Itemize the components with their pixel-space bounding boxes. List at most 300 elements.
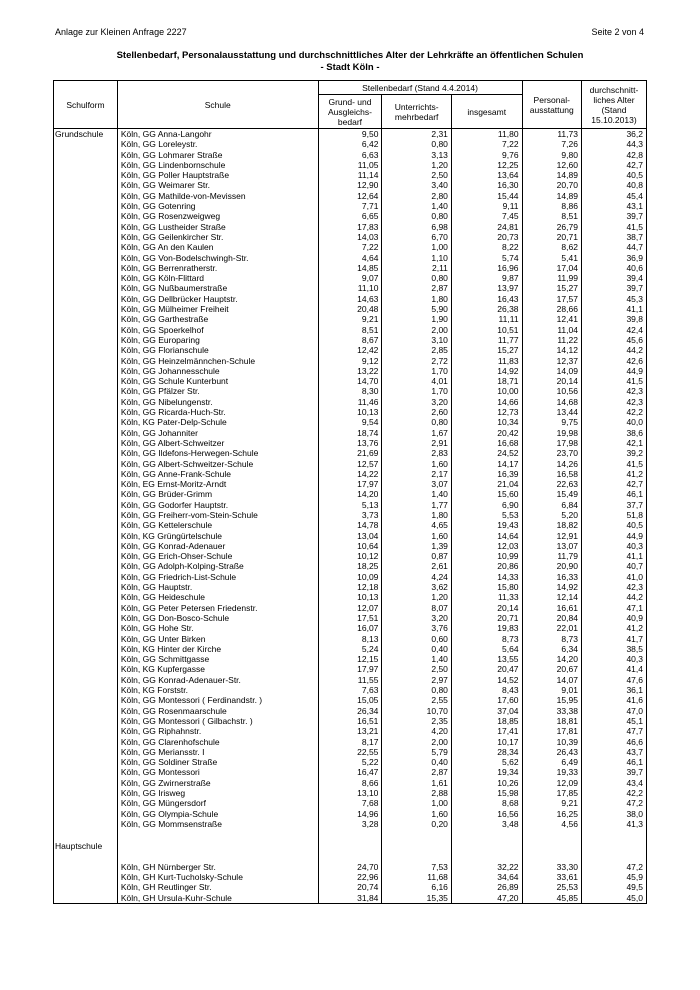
school-name-cell: Köln, GG Johannesschule: [117, 366, 318, 376]
table-row: [54, 397, 647, 407]
alter-cell: 37,7: [581, 500, 646, 510]
grundbedarf-cell: 6,65: [318, 211, 382, 221]
table-row: [54, 283, 647, 293]
unterrichtsmehrbedarf-cell: 2,91: [382, 438, 451, 448]
table-row: [54, 139, 647, 149]
alter-cell: 42,4: [581, 325, 646, 335]
table-row: [54, 664, 647, 674]
personalausstattung-cell: 8,86: [522, 201, 581, 211]
table-row: [54, 757, 647, 767]
insgesamt-cell: 20,14: [451, 603, 522, 613]
table-row: [54, 325, 647, 335]
personalausstattung-cell: 14,09: [522, 366, 581, 376]
grundbedarf-cell: 22,96: [318, 872, 382, 882]
insgesamt-cell: 18,85: [451, 716, 522, 726]
table-row: [54, 551, 647, 561]
school-name-cell: Köln, GG Don-Bosco-Schule: [117, 613, 318, 623]
grundbedarf-cell: 7,71: [318, 201, 382, 211]
alter-cell: 42,8: [581, 150, 646, 160]
alter-cell: 38,6: [581, 428, 646, 438]
table-row: [54, 809, 647, 819]
grundbedarf-cell: 14,22: [318, 469, 382, 479]
insgesamt-cell: 11,11: [451, 314, 522, 324]
school-name-cell: Köln, GG Garthestraße: [117, 314, 318, 324]
grundbedarf-cell: 24,70: [318, 862, 382, 872]
school-name-cell: Köln, GG Lohmarer Straße: [117, 150, 318, 160]
personalausstattung-cell: 26,43: [522, 747, 581, 757]
school-name-cell: Köln, GG Anne-Frank-Schule: [117, 469, 318, 479]
personalausstattung-cell: 12,14: [522, 592, 581, 602]
schulform-cell: [54, 592, 118, 602]
col-header-schulform: Schulform: [54, 81, 118, 129]
schulform-cell: [54, 160, 118, 170]
personalausstattung-cell: 9,75: [522, 417, 581, 427]
insgesamt-cell: 12,73: [451, 407, 522, 417]
grundbedarf-cell: 9,21: [318, 314, 382, 324]
schulform-cell: [54, 561, 118, 571]
schulform-cell: [54, 469, 118, 479]
grundbedarf-cell: 6,63: [318, 150, 382, 160]
schulform-cell: [54, 893, 118, 904]
alter-cell: 41,1: [581, 551, 646, 561]
grundbedarf-cell: 8,17: [318, 737, 382, 747]
insgesamt-cell: 20,71: [451, 613, 522, 623]
personalausstattung-cell: 4,56: [522, 819, 581, 829]
unterrichtsmehrbedarf-cell: 0,40: [382, 757, 451, 767]
school-name-cell: Köln, KG Forststr.: [117, 685, 318, 695]
insgesamt-cell: 28,34: [451, 747, 522, 757]
table-row: [54, 778, 647, 788]
table-row: [54, 716, 647, 726]
table-row: [54, 572, 647, 582]
col-header-alter: durchschnitt-liches Alter (Stand 15.10.2013): [581, 81, 646, 129]
personalausstattung-cell: 26,79: [522, 222, 581, 232]
header-page-number: Seite 2 von 4: [591, 27, 644, 37]
grundbedarf-cell: 10,13: [318, 592, 382, 602]
grundbedarf-cell: 5,13: [318, 500, 382, 510]
grundbedarf-cell: 20,48: [318, 304, 382, 314]
personalausstattung-cell: 12,09: [522, 778, 581, 788]
schulform-cell: [54, 654, 118, 664]
schulform-cell: [54, 211, 118, 221]
table-row: [54, 623, 647, 633]
alter-cell: 40,8: [581, 180, 646, 190]
personalausstattung-cell: 20,71: [522, 232, 581, 242]
alter-cell: 49,5: [581, 882, 646, 892]
alter-cell: 45,6: [581, 335, 646, 345]
schulform-cell: [54, 489, 118, 499]
personalausstattung-cell: 33,38: [522, 706, 581, 716]
grundbedarf-cell: 17,97: [318, 664, 382, 674]
alter-cell: 38,0: [581, 809, 646, 819]
unterrichtsmehrbedarf-cell: 1,00: [382, 798, 451, 808]
unterrichtsmehrbedarf-cell: 1,60: [382, 809, 451, 819]
table-row: [54, 872, 647, 882]
unterrichtsmehrbedarf-cell: 0,40: [382, 644, 451, 654]
unterrichtsmehrbedarf-cell: 4,65: [382, 520, 451, 530]
schulform-cell: [54, 664, 118, 674]
schulform-cell: [54, 675, 118, 685]
school-name-cell: Köln, KG Kupfergasse: [117, 664, 318, 674]
section-spacer: [54, 851, 647, 861]
schulform-cell: [54, 448, 118, 458]
personalausstattung-cell: 14,89: [522, 191, 581, 201]
table-row: [54, 500, 647, 510]
personalausstattung-cell: 14,26: [522, 459, 581, 469]
table-row: [54, 582, 647, 592]
school-name-cell: Köln, GG Freiherr-vom-Stein-Schule: [117, 510, 318, 520]
alter-cell: 44,2: [581, 592, 646, 602]
school-name-cell: Köln, GG Gotenring: [117, 201, 318, 211]
table-row: [54, 417, 647, 427]
school-name-cell: Köln, GG Heideschule: [117, 592, 318, 602]
insgesamt-cell: 17,60: [451, 695, 522, 705]
unterrichtsmehrbedarf-cell: 2,00: [382, 737, 451, 747]
unterrichtsmehrbedarf-cell: 0,87: [382, 551, 451, 561]
personalausstattung-cell: 16,33: [522, 572, 581, 582]
grundbedarf-cell: 5,24: [318, 644, 382, 654]
alter-cell: 40,0: [581, 417, 646, 427]
grundbedarf-cell: 14,20: [318, 489, 382, 499]
unterrichtsmehrbedarf-cell: 6,98: [382, 222, 451, 232]
alter-cell: 43,1: [581, 201, 646, 211]
insgesamt-cell: 26,89: [451, 882, 522, 892]
schulform-cell: [54, 180, 118, 190]
personalausstattung-cell: 20,84: [522, 613, 581, 623]
schulform-cell: [54, 603, 118, 613]
grundbedarf-cell: 21,69: [318, 448, 382, 458]
school-name-cell: Köln, GG Brüder-Grimm: [117, 489, 318, 499]
table-row: [54, 448, 647, 458]
school-name-cell: Köln, GG An den Kaulen: [117, 242, 318, 252]
unterrichtsmehrbedarf-cell: 2,85: [382, 345, 451, 355]
schulform-cell: [54, 551, 118, 561]
schulform-cell: [54, 376, 118, 386]
unterrichtsmehrbedarf-cell: 2,88: [382, 788, 451, 798]
grundbedarf-cell: 11,14: [318, 170, 382, 180]
insgesamt-cell: 6,90: [451, 500, 522, 510]
alter-cell: 47,7: [581, 726, 646, 736]
unterrichtsmehrbedarf-cell: 2,80: [382, 191, 451, 201]
schulform-cell: [54, 872, 118, 882]
table-row: [54, 531, 647, 541]
table-row: [54, 191, 647, 201]
schulform-cell: [54, 232, 118, 242]
personalausstattung-cell: 15,49: [522, 489, 581, 499]
schulform-cell: [54, 778, 118, 788]
spacer-cell: [382, 851, 451, 861]
unterrichtsmehrbedarf-cell: 1,00: [382, 242, 451, 252]
unterrichtsmehrbedarf-cell: 1,20: [382, 592, 451, 602]
alter-cell: 46,1: [581, 489, 646, 499]
spacer-cell: [382, 829, 451, 841]
school-name-cell: Köln, GH Reutlinger Str.: [117, 882, 318, 892]
alter-cell: 44,2: [581, 345, 646, 355]
school-name-cell: Köln, GG Spoerkelhof: [117, 325, 318, 335]
school-name-cell: Köln, GG Ildefons-Herwegen-Schule: [117, 448, 318, 458]
col-header-insgesamt: insgesamt: [451, 95, 522, 129]
alter-cell: 42,2: [581, 407, 646, 417]
insgesamt-cell: 8,68: [451, 798, 522, 808]
alter-cell: 39,4: [581, 273, 646, 283]
personalausstattung-cell: 17,81: [522, 726, 581, 736]
table-row: [54, 428, 647, 438]
schulform-cell: [54, 417, 118, 427]
insgesamt-cell: 20,73: [451, 232, 522, 242]
schulform-cell: [54, 862, 118, 872]
alter-cell: 44,3: [581, 139, 646, 149]
schulform-cell: [54, 582, 118, 592]
alter-cell: 41,5: [581, 376, 646, 386]
schulform-cell: [54, 747, 118, 757]
alter-cell: 47,1: [581, 603, 646, 613]
insgesamt-cell: 8,73: [451, 634, 522, 644]
insgesamt-cell: 47,20: [451, 893, 522, 904]
school-name-cell: Köln, GG Albert-Schweitzer: [117, 438, 318, 448]
personalausstattung-cell: 19,98: [522, 428, 581, 438]
schulform-cell: [54, 273, 118, 283]
insgesamt-cell: 17,41: [451, 726, 522, 736]
schulform-cell: [54, 819, 118, 829]
schulform-cell: [54, 716, 118, 726]
table-row: [54, 788, 647, 798]
school-name-cell: Köln, GG Weimarer Str.: [117, 180, 318, 190]
table-row: [54, 211, 647, 221]
personalausstattung-cell: 22,01: [522, 623, 581, 633]
schulform-cell: [54, 191, 118, 201]
school-name-cell: Köln, KG Pater-Delp-Schule: [117, 417, 318, 427]
alter-cell: 40,6: [581, 263, 646, 273]
insgesamt-cell: 14,52: [451, 675, 522, 685]
grundbedarf-cell: 11,46: [318, 397, 382, 407]
unterrichtsmehrbedarf-cell: 1,60: [382, 459, 451, 469]
table-row: [54, 345, 647, 355]
insgesamt-cell: 13,97: [451, 283, 522, 293]
unterrichtsmehrbedarf-cell: 10,70: [382, 706, 451, 716]
insgesamt-cell: 24,81: [451, 222, 522, 232]
personalausstattung-cell: 20,90: [522, 561, 581, 571]
personalausstattung-cell: 11,79: [522, 551, 581, 561]
insgesamt-cell: 14,64: [451, 531, 522, 541]
school-name-cell: Köln, KG Grüngürtelschule: [117, 531, 318, 541]
unterrichtsmehrbedarf-cell: 3,13: [382, 150, 451, 160]
schulform-cell: [54, 335, 118, 345]
table-row: [54, 819, 647, 829]
insgesamt-cell: 34,64: [451, 872, 522, 882]
school-name-cell: Köln, GG Clarenhofschule: [117, 737, 318, 747]
insgesamt-cell: 26,38: [451, 304, 522, 314]
school-name-cell: Köln, GG Konrad-Adenauer: [117, 541, 318, 551]
grundbedarf-cell: 31,84: [318, 893, 382, 904]
unterrichtsmehrbedarf-cell: 2,35: [382, 716, 451, 726]
school-name-cell: Köln, GG Erich-Ohser-Schule: [117, 551, 318, 561]
alter-cell: 42,2: [581, 788, 646, 798]
empty-cell: [117, 841, 318, 851]
school-name-cell: Köln, GG Müngersdorf: [117, 798, 318, 808]
school-name-cell: Köln, GG Europaring: [117, 335, 318, 345]
personalausstattung-cell: 16,58: [522, 469, 581, 479]
personalausstattung-cell: 6,84: [522, 500, 581, 510]
insgesamt-cell: 15,80: [451, 582, 522, 592]
unterrichtsmehrbedarf-cell: 15,35: [382, 893, 451, 904]
school-name-cell: Köln, GG Konrad-Adenauer-Str.: [117, 675, 318, 685]
schulform-cell: [54, 706, 118, 716]
unterrichtsmehrbedarf-cell: 0,80: [382, 273, 451, 283]
personalausstattung-cell: 20,14: [522, 376, 581, 386]
personalausstattung-cell: 22,63: [522, 479, 581, 489]
grundbedarf-cell: 18,74: [318, 428, 382, 438]
alter-cell: 42,3: [581, 386, 646, 396]
grundbedarf-cell: 18,25: [318, 561, 382, 571]
empty-cell: [522, 841, 581, 851]
empty-cell: [318, 841, 382, 851]
school-name-cell: Köln, GG Nußbaumerstraße: [117, 283, 318, 293]
insgesamt-cell: 15,44: [451, 191, 522, 201]
insgesamt-cell: 3,48: [451, 819, 522, 829]
insgesamt-cell: 10,26: [451, 778, 522, 788]
grundbedarf-cell: 14,03: [318, 232, 382, 242]
table-row: [54, 407, 647, 417]
table-row: [54, 767, 647, 777]
section-spacer: [54, 829, 647, 841]
school-name-cell: Köln, GG Peter Petersen Friedenstr.: [117, 603, 318, 613]
table-body: [54, 129, 647, 904]
insgesamt-cell: 16,30: [451, 180, 522, 190]
alter-cell: 41,1: [581, 304, 646, 314]
alter-cell: 44,9: [581, 366, 646, 376]
unterrichtsmehrbedarf-cell: 2,50: [382, 170, 451, 180]
alter-cell: 43,4: [581, 778, 646, 788]
table-row: [54, 520, 647, 530]
schulform-label: Hauptschule: [54, 841, 118, 851]
personalausstattung-cell: 10,56: [522, 386, 581, 396]
table-row: [54, 893, 647, 904]
school-name-cell: Köln, GG Rosenzweigweg: [117, 211, 318, 221]
table-row: [54, 541, 647, 551]
table-row: [54, 386, 647, 396]
school-name-cell: Köln, GG Pfälzer Str.: [117, 386, 318, 396]
alter-cell: 40,9: [581, 613, 646, 623]
table-row: [54, 634, 647, 644]
insgesamt-cell: 19,83: [451, 623, 522, 633]
personalausstattung-cell: 8,62: [522, 242, 581, 252]
grundbedarf-cell: 6,42: [318, 139, 382, 149]
table-row: [54, 459, 647, 469]
alter-cell: 40,3: [581, 541, 646, 551]
section-label-row: [54, 841, 647, 851]
header-left: Anlage zur Kleinen Anfrage 2227: [55, 27, 187, 37]
schulform-cell: [54, 788, 118, 798]
school-name-cell: Köln, GG Dellbrücker Hauptstr.: [117, 294, 318, 304]
unterrichtsmehrbedarf-cell: 3,20: [382, 397, 451, 407]
alter-cell: 46,1: [581, 757, 646, 767]
insgesamt-cell: 14,66: [451, 397, 522, 407]
grundbedarf-cell: 12,42: [318, 345, 382, 355]
table-row: [54, 376, 647, 386]
unterrichtsmehrbedarf-cell: 8,07: [382, 603, 451, 613]
grundbedarf-cell: 17,97: [318, 479, 382, 489]
school-name-cell: Köln, GG Florianschule: [117, 345, 318, 355]
schulform-cell: [54, 479, 118, 489]
personalausstattung-cell: 9,01: [522, 685, 581, 695]
grundbedarf-cell: 13,04: [318, 531, 382, 541]
grundbedarf-cell: 17,83: [318, 222, 382, 232]
insgesamt-cell: 11,80: [451, 129, 522, 140]
unterrichtsmehrbedarf-cell: 2,31: [382, 129, 451, 140]
personalausstattung-cell: 16,25: [522, 809, 581, 819]
insgesamt-cell: 14,92: [451, 366, 522, 376]
school-name-cell: Köln, GG Loreleystr.: [117, 139, 318, 149]
personalausstattung-cell: 12,37: [522, 356, 581, 366]
unterrichtsmehrbedarf-cell: 3,62: [382, 582, 451, 592]
alter-cell: 44,7: [581, 242, 646, 252]
school-name-cell: Köln, GG Schule Kunterbunt: [117, 376, 318, 386]
insgesamt-cell: 10,34: [451, 417, 522, 427]
col-header-grundbedarf: Grund- und Ausgleichs-bedarf: [318, 95, 382, 129]
school-name-cell: Köln, GG Lindenbornschule: [117, 160, 318, 170]
alter-cell: 42,3: [581, 397, 646, 407]
table-row: [54, 263, 647, 273]
grundbedarf-cell: 13,22: [318, 366, 382, 376]
unterrichtsmehrbedarf-cell: 1,40: [382, 489, 451, 499]
unterrichtsmehrbedarf-cell: 1,20: [382, 160, 451, 170]
table-row: [54, 253, 647, 263]
alter-cell: 47,2: [581, 798, 646, 808]
empty-cell: [451, 841, 522, 851]
grundbedarf-cell: 14,70: [318, 376, 382, 386]
school-name-cell: Köln, GG Rosenmaarschule: [117, 706, 318, 716]
table-row: [54, 882, 647, 892]
grundbedarf-cell: 13,76: [318, 438, 382, 448]
school-name-cell: Köln, GG Meriansstr. I: [117, 747, 318, 757]
unterrichtsmehrbedarf-cell: 0,80: [382, 139, 451, 149]
alter-cell: 40,5: [581, 170, 646, 180]
insgesamt-cell: 15,60: [451, 489, 522, 499]
unterrichtsmehrbedarf-cell: 1,80: [382, 294, 451, 304]
schulform-cell: [54, 737, 118, 747]
col-header-unterrichtsmehrbedarf: Unterrichts-mehrbedarf: [382, 95, 451, 129]
empty-cell: [581, 841, 646, 851]
personalausstattung-cell: 6,34: [522, 644, 581, 654]
schulform-cell: [54, 459, 118, 469]
schulform-cell: [54, 809, 118, 819]
school-name-cell: Köln, GG Zwirnerstraße: [117, 778, 318, 788]
unterrichtsmehrbedarf-cell: 4,24: [382, 572, 451, 582]
grundbedarf-cell: 12,07: [318, 603, 382, 613]
personalausstattung-cell: 5,20: [522, 510, 581, 520]
personalausstattung-cell: 17,85: [522, 788, 581, 798]
table-row: [54, 706, 647, 716]
schulform-cell: [54, 386, 118, 396]
alter-cell: 39,7: [581, 283, 646, 293]
school-name-cell: Köln, GG Kettelerschule: [117, 520, 318, 530]
alter-cell: 46,6: [581, 737, 646, 747]
insgesamt-cell: 5,62: [451, 757, 522, 767]
personalausstattung-cell: 19,33: [522, 767, 581, 777]
schulform-cell: [54, 798, 118, 808]
personalausstattung-cell: 10,39: [522, 737, 581, 747]
school-name-cell: Köln, GG Hauptstr.: [117, 582, 318, 592]
alter-cell: 42,7: [581, 479, 646, 489]
spacer-cell: [117, 851, 318, 861]
schulform-cell: [54, 222, 118, 232]
table-row: [54, 304, 647, 314]
insgesamt-cell: 11,33: [451, 592, 522, 602]
personalausstattung-cell: 17,04: [522, 263, 581, 273]
personalausstattung-cell: 17,57: [522, 294, 581, 304]
unterrichtsmehrbedarf-cell: 3,10: [382, 335, 451, 345]
school-name-cell: Köln, GG Adolph-Kolping-Straße: [117, 561, 318, 571]
